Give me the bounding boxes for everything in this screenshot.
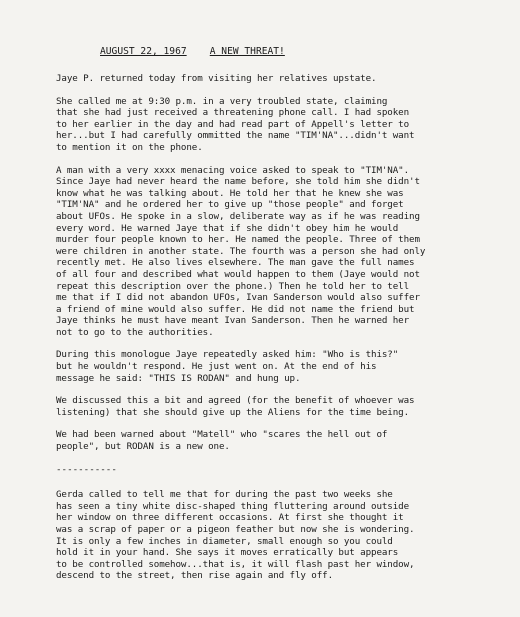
header-date: AUGUST 22, 1967 <box>100 46 187 57</box>
header-title: A NEW THREAT! <box>209 46 285 57</box>
paragraph-menacing-voice: A man with a very xxxx menacing voice asked to speak to "TIM'NA". Since Jaye had never heard the name before, she told him she didn't know what he was talking about. He told her that he knew she was "TIM'NA" and he ordered her to give up "those people" and forget about UFOs. He spoke in a slow, deliberate way as if he was reading every word. He warned Jaye that if she didn't obey him he would murder four people known to her. He named the people. Three of them were children in another state. The fourth was a person she had only recently met. He also lives elsewhere. The man gave the full names of all four and described what would happen to them (Jaye would not repeat this description over the phone.) Then he told her to tell me that if I did not abandon UFOs, Ivan Sanderson would also suffer a friend of mine would also suffer. He did not name the friend but Jaye thinks he must have meant Ivan Sanderson. Then he warned her not to go to the authorities. <box>56 164 426 338</box>
paragraph-phone-call: She called me at 9:30 p.m. in a very troubled state, claiming that she had just received a threatening phone call. I had spoken to her earlier in the day and had read part of Appell's letter to her...but I had carefully ommitted the name "TIM'NA"...didn't want to mention it on the phone. <box>56 95 415 153</box>
paragraph-discussion: We discussed this a bit and agreed (for the benefit of whoever was listening) that she should give up the Aliens for the time being. <box>56 395 415 418</box>
section-divider: ----------- <box>56 463 117 475</box>
document-header <box>100 46 500 58</box>
paragraph-gerda: Gerda called to tell me that for during the past two weeks she has seen a tiny white disc-shaped thing fluttering around outside her window on three different occasions. At first she thought it was a scrap of paper or a pigeon feather but now she is wondering. It is only a few inches in diameter, small enough so you could hold it in your hand. She says it moves erratically but appears to be controlled somehow...that is, it will flash past her window, descend to the street, then rise again and fly off. <box>56 489 415 582</box>
paragraph-monologue: During this monologue Jaye repeatedly asked him: "Who is this?" but he wouldn't respond. He just went on. At the end of his message he said: "THIS IS RODAN" and hung up. <box>56 349 399 384</box>
paragraph-return: Jaye P. returned today from visiting her relatives upstate. <box>56 73 377 84</box>
paragraph-warning: We had been warned about "Matell" who "scares the hell out of people", but RODAN is a new one. <box>56 429 388 453</box>
